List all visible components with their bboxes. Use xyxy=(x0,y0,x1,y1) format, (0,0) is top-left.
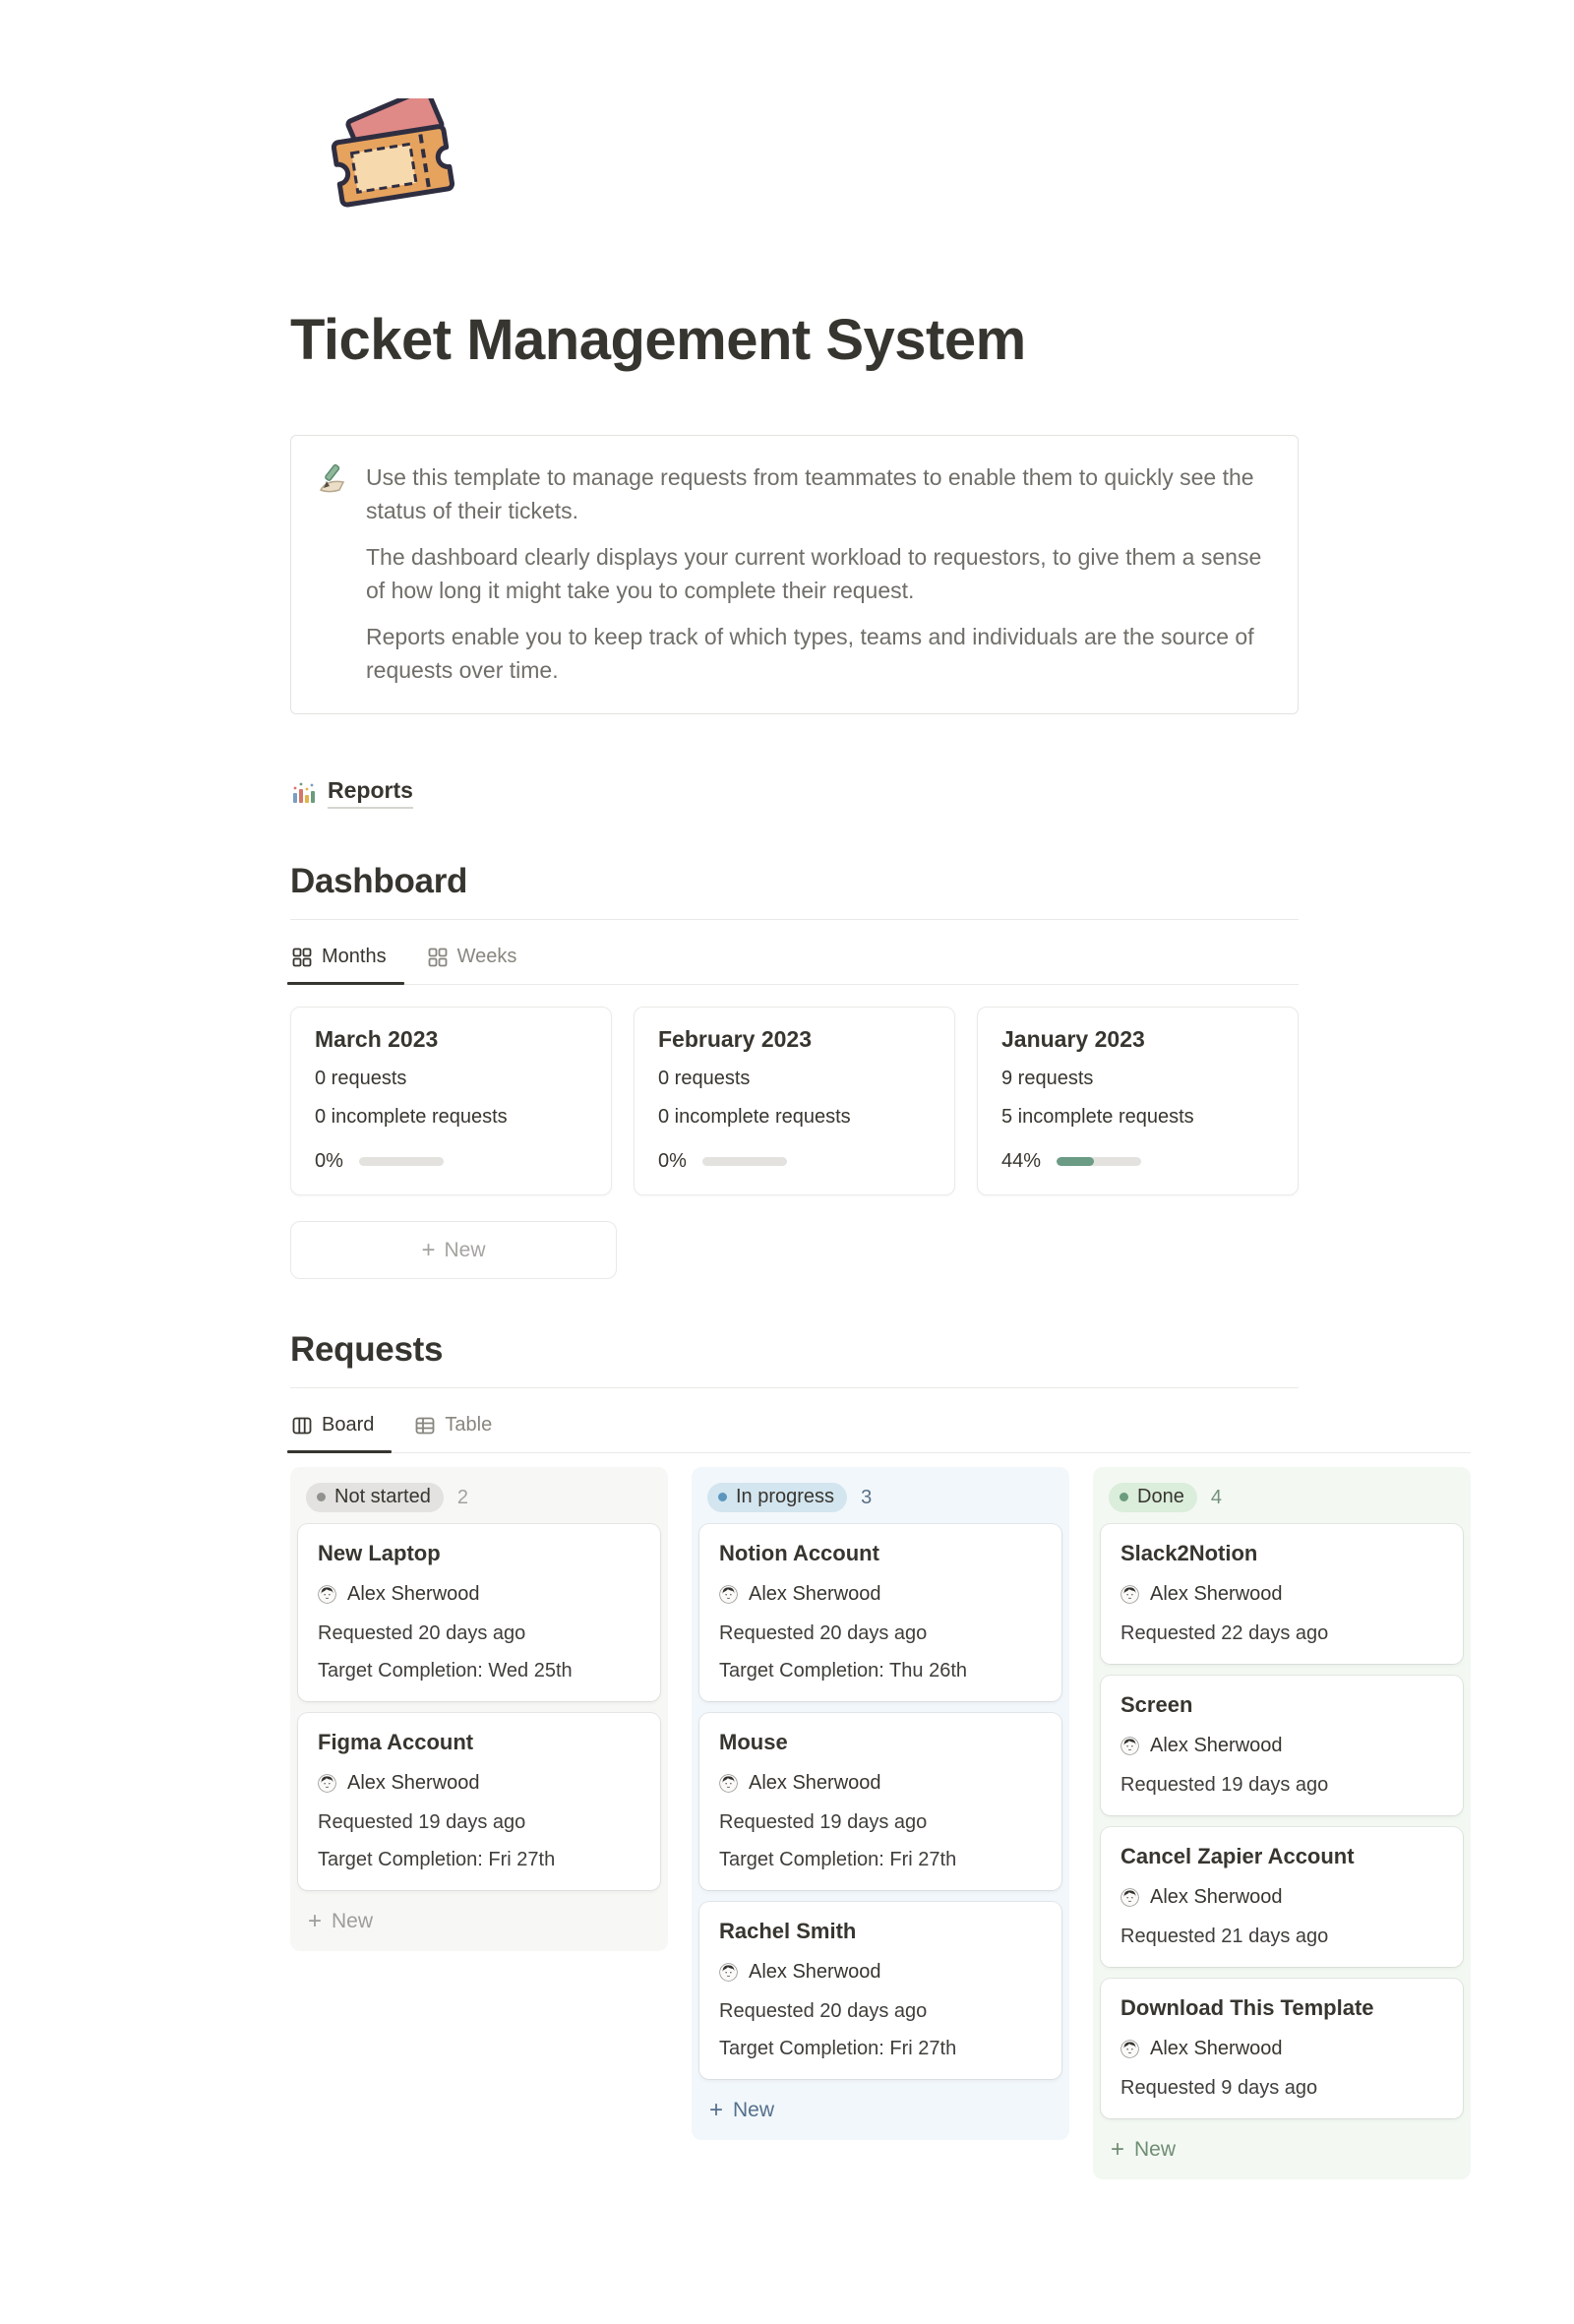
ticket-icon[interactable] xyxy=(320,98,469,214)
card-title: Download This Template xyxy=(1120,1995,1374,2020)
month-incomplete: 5 incomplete requests xyxy=(1001,1106,1194,1128)
plus-icon: + xyxy=(709,2097,724,2123)
request-card[interactable] xyxy=(1101,1827,1463,1967)
gallery-icon xyxy=(428,948,448,967)
bar-chart-icon xyxy=(290,780,316,806)
status-pill-done[interactable] xyxy=(1109,1483,1197,1512)
requests-view-tabs xyxy=(290,1402,1471,1453)
tab-label: Board xyxy=(322,1414,375,1436)
month-requests: 0 requests xyxy=(315,1068,407,1089)
month-cards xyxy=(290,1007,1299,1195)
assignee-row xyxy=(1120,1886,1443,1909)
assignee-name: Alex Sherwood xyxy=(1150,1735,1283,1756)
status-label: Done xyxy=(1137,1486,1184,1507)
page-title: Ticket Management System xyxy=(290,308,1026,372)
requested-date: Requested 20 days ago xyxy=(719,2000,928,2022)
requested-date: Requested 19 days ago xyxy=(719,1811,928,1833)
request-card[interactable] xyxy=(1101,1524,1463,1664)
assignee-row xyxy=(1120,1735,1443,1757)
assignee-row xyxy=(1120,1583,1443,1606)
column-in-progress xyxy=(692,1467,1069,2140)
assignee-name: Alex Sherwood xyxy=(347,1772,480,1794)
target-completion: Target Completion: Wed 25th xyxy=(318,1660,573,1682)
progress-percent-label: 0% xyxy=(658,1150,687,1172)
target-completion: Target Completion: Thu 26th xyxy=(719,1660,968,1682)
dashboard-heading: Dashboard xyxy=(290,862,468,900)
request-card[interactable] xyxy=(699,1713,1061,1890)
requested-date: Requested 22 days ago xyxy=(1120,1622,1329,1644)
card-title: Cancel Zapier Account xyxy=(1120,1844,1355,1868)
dashboard-new-button[interactable] xyxy=(290,1221,617,1279)
tab-label: Months xyxy=(322,946,387,967)
avatar xyxy=(1120,1888,1139,1907)
column-not-started xyxy=(290,1467,668,1951)
plus-icon: + xyxy=(421,1236,436,1263)
requested-date: Requested 9 days ago xyxy=(1120,2077,1318,2099)
requested-date: Requested 21 days ago xyxy=(1120,1926,1329,1947)
card-title: Notion Account xyxy=(719,1541,879,1565)
table-icon xyxy=(415,1416,435,1436)
card-title: Mouse xyxy=(719,1730,788,1754)
divider xyxy=(290,1387,1299,1388)
tab-label: Table xyxy=(445,1414,493,1436)
column-count: 4 xyxy=(1210,1486,1222,1508)
status-dot xyxy=(317,1493,326,1501)
tab-board[interactable] xyxy=(290,1402,376,1452)
column-new-button[interactable] xyxy=(1101,2130,1463,2171)
assignee-row xyxy=(719,1583,1042,1606)
new-button-label: New xyxy=(733,2099,775,2121)
assignee-name: Alex Sherwood xyxy=(347,1583,480,1605)
assignee-row xyxy=(1120,2038,1443,2060)
requested-date: Requested 19 days ago xyxy=(1120,1774,1329,1796)
card-title: Rachel Smith xyxy=(719,1919,857,1943)
month-title: March 2023 xyxy=(315,1026,439,1052)
assignee-row xyxy=(318,1583,640,1606)
avatar xyxy=(719,1774,738,1793)
progress-percent-label: 0% xyxy=(315,1150,343,1172)
avatar xyxy=(1120,1737,1139,1755)
request-card[interactable] xyxy=(1101,1676,1463,1815)
avatar xyxy=(719,1585,738,1604)
tab-months[interactable] xyxy=(290,934,389,984)
assignee-row xyxy=(318,1772,640,1795)
request-card[interactable] xyxy=(699,1902,1061,2079)
avatar xyxy=(719,1963,738,1982)
writing-hand-icon xyxy=(317,462,350,496)
tab-table[interactable] xyxy=(413,1402,494,1452)
month-progress xyxy=(315,1150,587,1173)
reports-link-label: Reports xyxy=(328,777,413,809)
callout xyxy=(290,435,1299,714)
requested-date: Requested 20 days ago xyxy=(719,1622,928,1644)
assignee-name: Alex Sherwood xyxy=(1150,1583,1283,1605)
requested-date: Requested 20 days ago xyxy=(318,1622,526,1644)
target-completion: Target Completion: Fri 27th xyxy=(719,1849,957,1870)
new-button-label: New xyxy=(332,1910,374,1932)
progress-bar xyxy=(1057,1157,1141,1166)
board-icon xyxy=(292,1416,312,1436)
target-completion: Target Completion: Fri 27th xyxy=(719,2038,957,2059)
card-title: Screen xyxy=(1120,1692,1193,1717)
divider xyxy=(290,919,1299,920)
month-requests: 0 requests xyxy=(658,1068,751,1089)
column-new-button[interactable] xyxy=(298,1902,660,1943)
requests-heading: Requests xyxy=(290,1330,444,1369)
column-header xyxy=(699,1473,1061,1524)
callout-text xyxy=(366,460,1270,687)
card-title: New Laptop xyxy=(318,1541,441,1565)
avatar xyxy=(1120,1585,1139,1604)
reports-page-link[interactable] xyxy=(290,777,413,809)
card-title: Figma Account xyxy=(318,1730,474,1754)
month-card-january[interactable] xyxy=(977,1007,1299,1195)
column-done xyxy=(1093,1467,1471,2179)
status-dot xyxy=(718,1493,727,1501)
status-label: In progress xyxy=(736,1486,835,1507)
assignee-name: Alex Sherwood xyxy=(1150,1886,1283,1908)
avatar xyxy=(318,1774,336,1793)
assignee-name: Alex Sherwood xyxy=(749,1772,881,1794)
request-card[interactable] xyxy=(1101,1979,1463,2118)
request-card[interactable] xyxy=(699,1524,1061,1701)
kanban-board xyxy=(290,1467,1471,2179)
new-button-label: New xyxy=(1134,2138,1177,2161)
request-card[interactable] xyxy=(298,1524,660,1701)
callout-paragraph: Use this template to manage requests from teammates to enable them to quickly see the status of their tickets. xyxy=(366,464,1254,523)
column-new-button[interactable] xyxy=(699,2091,1061,2132)
month-incomplete: 0 incomplete requests xyxy=(658,1106,851,1128)
assignee-row xyxy=(719,1772,1042,1795)
request-card[interactable] xyxy=(298,1713,660,1890)
month-card-february[interactable] xyxy=(634,1007,955,1195)
status-label: Not started xyxy=(334,1486,431,1507)
assignee-name: Alex Sherwood xyxy=(1150,2038,1283,2059)
status-pill-not-started[interactable] xyxy=(306,1483,444,1512)
column-count: 3 xyxy=(861,1486,873,1508)
assignee-name: Alex Sherwood xyxy=(749,1961,881,1983)
month-incomplete: 0 incomplete requests xyxy=(315,1106,508,1128)
column-count: 2 xyxy=(456,1486,468,1508)
avatar xyxy=(1120,2040,1139,2058)
month-requests: 9 requests xyxy=(1001,1068,1094,1089)
gallery-icon xyxy=(292,948,312,967)
target-completion: Target Completion: Fri 27th xyxy=(318,1849,556,1870)
callout-paragraph: Reports enable you to keep track of which types, teams and individuals are the source of requests over time. xyxy=(366,624,1254,683)
status-pill-in-progress[interactable] xyxy=(707,1483,847,1512)
avatar xyxy=(318,1585,336,1604)
progress-percent-label: 44% xyxy=(1001,1150,1042,1172)
new-button-label: New xyxy=(444,1238,486,1261)
month-card-march[interactable] xyxy=(290,1007,612,1195)
dashboard-view-tabs xyxy=(290,934,1299,985)
plus-icon: + xyxy=(1111,2136,1125,2163)
month-title: February 2023 xyxy=(658,1026,812,1052)
page-content xyxy=(290,98,1374,2179)
tab-label: Weeks xyxy=(456,946,517,967)
month-progress xyxy=(1001,1150,1274,1173)
progress-bar xyxy=(359,1157,444,1166)
requested-date: Requested 19 days ago xyxy=(318,1811,526,1833)
tab-weeks[interactable] xyxy=(426,934,519,984)
progress-bar xyxy=(702,1157,787,1166)
column-header xyxy=(298,1473,660,1524)
assignee-name: Alex Sherwood xyxy=(749,1583,881,1605)
status-dot xyxy=(1120,1493,1128,1501)
column-header xyxy=(1101,1473,1463,1524)
plus-icon: + xyxy=(308,1908,323,1934)
month-progress xyxy=(658,1150,931,1173)
month-title: January 2023 xyxy=(1001,1026,1145,1052)
assignee-row xyxy=(719,1961,1042,1984)
callout-paragraph: The dashboard clearly displays your current workload to requestors, to give them a sense of how long it might take you to complete their request. xyxy=(366,544,1262,603)
card-title: Slack2Notion xyxy=(1120,1541,1258,1565)
